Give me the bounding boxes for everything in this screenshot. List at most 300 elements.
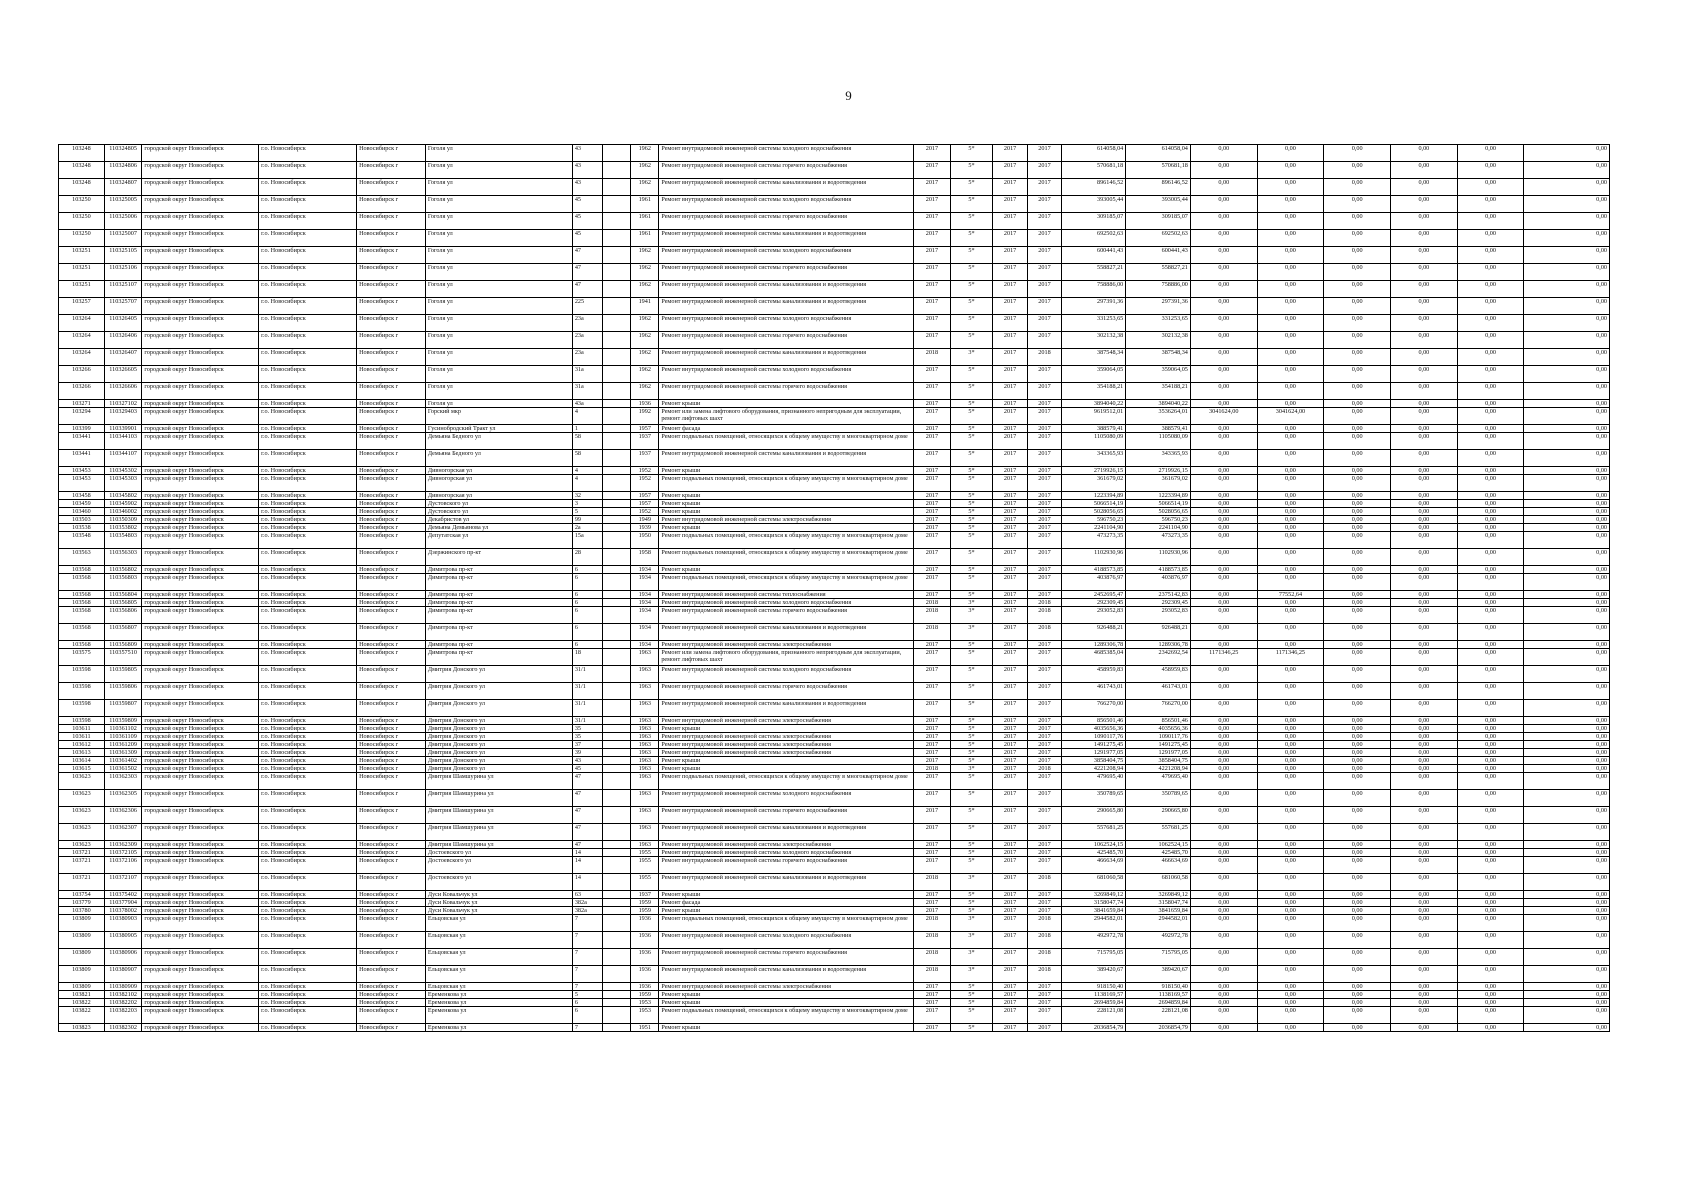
cell-urban-district: г.о. Новосибирск (259, 932, 357, 949)
cell-total-cost: 388579,41 (1061, 425, 1126, 433)
cell-start-year: 2017 (992, 400, 1027, 408)
cell-other-amount: 0,00 (1457, 549, 1524, 566)
cell-urban-district: г.о. Новосибирск (259, 907, 357, 915)
cell-build-year: 1955 (631, 874, 659, 891)
cell-object-id: 103459 (59, 500, 105, 508)
cell-municipality: городской округ Новосибирск (142, 213, 259, 230)
cell-plan-year: 2017 (913, 179, 951, 196)
cell-locality: Новосибирск г (357, 450, 426, 467)
cell-street: Дмитрия Шамшурина ул (425, 790, 572, 807)
cell-urban-district: г.о. Новосибирск (259, 824, 357, 841)
cell-build-year: 1963 (631, 749, 659, 757)
cell-urban-district: г.о. Новосибирск (259, 179, 357, 196)
cell-street: Еременкова ул (425, 1024, 572, 1032)
cell-end-year: 2017 (1028, 907, 1061, 915)
table-row (59, 315, 1610, 332)
cell-region-amount: 0,00 (1324, 757, 1391, 765)
cell-build-year: 1963 (631, 773, 659, 790)
cell-start-year: 2017 (992, 366, 1027, 383)
cell-reserve-amount: 0,00 (1524, 741, 1610, 749)
cell-start-year: 2017 (992, 666, 1027, 683)
cell-federal-amount: 0,00 (1257, 230, 1324, 247)
cell-work-type: Ремонт или замена лифтового оборудования, признанного непригодным для эксплуатации, ремонт лифтовых шахт (659, 408, 913, 425)
cell-municipality: городской округ Новосибирск (142, 264, 259, 281)
cell-build-year: 1937 (631, 891, 659, 899)
cell-build-year: 1962 (631, 349, 659, 366)
cell-end-year: 2017 (1028, 179, 1061, 196)
cell-house-number: 35 (572, 733, 602, 741)
cell-owners-amount: 0,00 (1190, 666, 1257, 683)
cell-house-number: 31/1 (572, 683, 602, 700)
cell-total-cost: 293052,83 (1061, 607, 1126, 624)
cell-building (603, 532, 631, 549)
cell-work-id: 110345303 (104, 475, 142, 492)
cell-municipality: городской округ Новосибирск (142, 298, 259, 315)
cell-building (603, 773, 631, 790)
cell-reserve-amount: 0,00 (1524, 230, 1610, 247)
cell-priority: 5* (951, 298, 993, 315)
cell-urban-district: г.о. Новосибирск (259, 281, 357, 298)
cell-federal-amount: 0,00 (1257, 807, 1324, 824)
table-row (59, 907, 1610, 915)
table-row (59, 532, 1610, 549)
cell-reserve-amount: 0,00 (1524, 733, 1610, 741)
cell-priority: 5* (951, 899, 993, 907)
cell-priority: 5* (951, 733, 993, 741)
cell-regional-fund-amount: 361679,02 (1126, 475, 1191, 492)
cell-street: Дивногорская ул (425, 492, 572, 500)
cell-street: Демьяна Бедного ул (425, 450, 572, 467)
cell-house-number: 14 (572, 849, 602, 857)
cell-total-cost: 343365,93 (1061, 450, 1126, 467)
cell-region-amount: 0,00 (1324, 725, 1391, 733)
cell-start-year: 2017 (992, 591, 1027, 599)
cell-municipality: городской округ Новосибирск (142, 757, 259, 765)
cell-owners-amount: 0,00 (1190, 733, 1257, 741)
cell-build-year: 1963 (631, 733, 659, 741)
cell-municipality: городской округ Новосибирск (142, 450, 259, 467)
cell-start-year: 2017 (992, 907, 1027, 915)
cell-total-cost: 5028056,65 (1061, 508, 1126, 516)
cell-priority: 5* (951, 425, 993, 433)
cell-work-id: 110324805 (104, 145, 142, 162)
cell-house-number: 7 (572, 915, 602, 932)
cell-regional-fund-amount: 425485,70 (1126, 849, 1191, 857)
cell-local-amount: 0,00 (1391, 683, 1458, 700)
cell-building (603, 549, 631, 566)
cell-plan-year: 2017 (913, 162, 951, 179)
cell-work-id: 110325005 (104, 196, 142, 213)
cell-object-id: 103598 (59, 717, 105, 725)
cell-locality: Новосибирск г (357, 899, 426, 907)
cell-owners-amount: 0,00 (1190, 566, 1257, 574)
cell-work-type: Ремонт внутридомовой инженерной системы холодного водоснабжения (659, 315, 913, 332)
cell-total-cost: 715795,05 (1061, 949, 1126, 966)
cell-region-amount: 0,00 (1324, 824, 1391, 841)
cell-build-year: 1962 (631, 383, 659, 400)
cell-house-number: 4 (572, 475, 602, 492)
cell-owners-amount: 0,00 (1190, 773, 1257, 790)
cell-municipality: городской округ Новосибирск (142, 949, 259, 966)
cell-work-type: Ремонт внутридомовой инженерной системы канализования и водоотведения (659, 349, 913, 366)
cell-end-year: 2017 (1028, 524, 1061, 532)
cell-work-type: Ремонт крыши (659, 999, 913, 1007)
cell-priority: 5* (951, 383, 993, 400)
cell-urban-district: г.о. Новосибирск (259, 500, 357, 508)
cell-total-cost: 302132,38 (1061, 332, 1126, 349)
table-row (59, 196, 1610, 213)
cell-street: Дмитрия Донского ул (425, 683, 572, 700)
cell-federal-amount: 0,00 (1257, 349, 1324, 366)
cell-regional-fund-amount: 228121,08 (1126, 1007, 1191, 1024)
cell-house-number: 39 (572, 749, 602, 757)
cell-work-type: Ремонт внутридомовой инженерной системы электроснабжения (659, 516, 913, 524)
cell-building (603, 824, 631, 841)
cell-work-type: Ремонт крыши (659, 467, 913, 475)
cell-end-year: 2018 (1028, 624, 1061, 641)
cell-priority: 5* (951, 857, 993, 874)
cell-regional-fund-amount: 331253,65 (1126, 315, 1191, 332)
cell-object-id: 103458 (59, 492, 105, 500)
cell-house-number: 23а (572, 315, 602, 332)
cell-regional-fund-amount: 758886,00 (1126, 281, 1191, 298)
cell-plan-year: 2018 (913, 607, 951, 624)
cell-street: Гоголя ул (425, 281, 572, 298)
cell-urban-district: г.о. Новосибирск (259, 574, 357, 591)
cell-local-amount: 0,00 (1391, 807, 1458, 824)
cell-total-cost: 290665,80 (1061, 807, 1126, 824)
cell-object-id: 103809 (59, 932, 105, 949)
cell-federal-amount: 0,00 (1257, 492, 1324, 500)
cell-object-id: 103822 (59, 1007, 105, 1024)
cell-building (603, 733, 631, 741)
cell-regional-fund-amount: 558827,21 (1126, 264, 1191, 281)
cell-end-year: 2017 (1028, 475, 1061, 492)
cell-object-id: 103460 (59, 508, 105, 516)
cell-locality: Новосибирск г (357, 145, 426, 162)
cell-other-amount: 0,00 (1457, 641, 1524, 649)
cell-owners-amount: 0,00 (1190, 196, 1257, 213)
cell-locality: Новосибирск г (357, 366, 426, 383)
cell-urban-district: г.о. Новосибирск (259, 492, 357, 500)
cell-end-year: 2017 (1028, 641, 1061, 649)
cell-locality: Новосибирск г (357, 425, 426, 433)
cell-work-id: 110362309 (104, 841, 142, 849)
cell-plan-year: 2017 (913, 425, 951, 433)
cell-object-id: 103250 (59, 196, 105, 213)
cell-total-cost: 3894040,22 (1061, 400, 1126, 408)
cell-urban-district: г.о. Новосибирск (259, 841, 357, 849)
cell-work-id: 110380905 (104, 932, 142, 949)
cell-local-amount: 0,00 (1391, 450, 1458, 467)
cell-federal-amount: 0,00 (1257, 765, 1324, 773)
cell-work-id: 110361309 (104, 749, 142, 757)
cell-work-id: 110372106 (104, 857, 142, 874)
cell-owners-amount: 0,00 (1190, 332, 1257, 349)
cell-end-year: 2017 (1028, 899, 1061, 907)
cell-reserve-amount: 0,00 (1524, 949, 1610, 966)
cell-street: Гоголя ул (425, 366, 572, 383)
cell-priority: 5* (951, 790, 993, 807)
cell-region-amount: 0,00 (1324, 874, 1391, 891)
cell-plan-year: 2017 (913, 999, 951, 1007)
cell-federal-amount: 0,00 (1257, 899, 1324, 907)
cell-local-amount: 0,00 (1391, 907, 1458, 915)
cell-work-id: 110377904 (104, 899, 142, 907)
cell-municipality: городской округ Новосибирск (142, 915, 259, 932)
cell-building (603, 408, 631, 425)
cell-priority: 5* (951, 1024, 993, 1032)
cell-federal-amount: 0,00 (1257, 162, 1324, 179)
cell-regional-fund-amount: 2694859,84 (1126, 999, 1191, 1007)
cell-build-year: 1962 (631, 281, 659, 298)
cell-start-year: 2017 (992, 999, 1027, 1007)
cell-start-year: 2017 (992, 196, 1027, 213)
cell-plan-year: 2017 (913, 683, 951, 700)
cell-urban-district: г.о. Новосибирск (259, 874, 357, 891)
cell-street: Еременкова ул (425, 999, 572, 1007)
cell-building (603, 400, 631, 408)
cell-priority: 3* (951, 349, 993, 366)
cell-urban-district: г.о. Новосибирск (259, 949, 357, 966)
cell-build-year: 1963 (631, 683, 659, 700)
cell-start-year: 2017 (992, 349, 1027, 366)
cell-locality: Новосибирск г (357, 949, 426, 966)
cell-federal-amount: 0,00 (1257, 400, 1324, 408)
cell-regional-fund-amount: 466634,69 (1126, 857, 1191, 874)
cell-reserve-amount: 0,00 (1524, 475, 1610, 492)
cell-priority: 5* (951, 213, 993, 230)
cell-other-amount: 0,00 (1457, 683, 1524, 700)
cell-owners-amount: 0,00 (1190, 907, 1257, 915)
cell-locality: Новосибирск г (357, 757, 426, 765)
cell-municipality: городской округ Новосибирск (142, 733, 259, 741)
cell-total-cost: 1090117,76 (1061, 733, 1126, 741)
cell-house-number: 47 (572, 247, 602, 264)
cell-owners-amount: 0,00 (1190, 298, 1257, 315)
cell-total-cost: 758886,00 (1061, 281, 1126, 298)
cell-build-year: 1957 (631, 425, 659, 433)
cell-building (603, 524, 631, 532)
cell-priority: 5* (951, 807, 993, 824)
cell-house-number: 31а (572, 383, 602, 400)
cell-total-cost: 5066514,19 (1061, 500, 1126, 508)
cell-build-year: 1936 (631, 966, 659, 983)
cell-urban-district: г.о. Новосибирск (259, 298, 357, 315)
cell-regional-fund-amount: 2342692,54 (1126, 649, 1191, 666)
cell-work-type: Ремонт фасада (659, 425, 913, 433)
cell-local-amount: 0,00 (1391, 874, 1458, 891)
cell-start-year: 2017 (992, 281, 1027, 298)
cell-plan-year: 2018 (913, 915, 951, 932)
cell-local-amount: 0,00 (1391, 349, 1458, 366)
table-row (59, 624, 1610, 641)
cell-object-id: 103575 (59, 649, 105, 666)
cell-total-cost: 4685385,04 (1061, 649, 1126, 666)
cell-other-amount: 0,00 (1457, 991, 1524, 999)
cell-object-id: 103822 (59, 999, 105, 1007)
cell-building (603, 566, 631, 574)
cell-region-amount: 0,00 (1324, 932, 1391, 949)
cell-building (603, 366, 631, 383)
cell-build-year: 1934 (631, 599, 659, 607)
cell-work-id: 110325007 (104, 230, 142, 247)
cell-street: Дмитрия Шамшурина ул (425, 773, 572, 790)
cell-priority: 5* (951, 741, 993, 749)
cell-regional-fund-amount: 1105080,09 (1126, 433, 1191, 450)
cell-region-amount: 0,00 (1324, 425, 1391, 433)
cell-plan-year: 2017 (913, 983, 951, 991)
cell-municipality: городской округ Новосибирск (142, 425, 259, 433)
cell-regional-fund-amount: 354188,21 (1126, 383, 1191, 400)
cell-building (603, 749, 631, 757)
cell-end-year: 2018 (1028, 966, 1061, 983)
cell-local-amount: 0,00 (1391, 400, 1458, 408)
cell-start-year: 2017 (992, 179, 1027, 196)
cell-total-cost: 479695,40 (1061, 773, 1126, 790)
cell-owners-amount: 0,00 (1190, 999, 1257, 1007)
cell-municipality: городской округ Новосибирск (142, 475, 259, 492)
cell-end-year: 2017 (1028, 425, 1061, 433)
cell-urban-district: г.о. Новосибирск (259, 516, 357, 524)
cell-locality: Новосибирск г (357, 641, 426, 649)
cell-priority: 5* (951, 179, 993, 196)
cell-work-type: Ремонт крыши (659, 991, 913, 999)
cell-locality: Новосибирск г (357, 717, 426, 725)
cell-municipality: городской округ Новосибирск (142, 383, 259, 400)
cell-work-type: Ремонт крыши (659, 508, 913, 516)
cell-street: Дзержинского пр-кт (425, 549, 572, 566)
cell-priority: 5* (951, 725, 993, 733)
cell-building (603, 966, 631, 983)
cell-plan-year: 2017 (913, 899, 951, 907)
cell-priority: 5* (951, 524, 993, 532)
cell-building (603, 383, 631, 400)
cell-work-type: Ремонт крыши (659, 400, 913, 408)
cell-urban-district: г.о. Новосибирск (259, 649, 357, 666)
cell-building (603, 433, 631, 450)
cell-building (603, 725, 631, 733)
cell-municipality: городской округ Новосибирск (142, 492, 259, 500)
cell-local-amount: 0,00 (1391, 247, 1458, 264)
cell-locality: Новосибирск г (357, 591, 426, 599)
cell-regional-fund-amount: 2719926,15 (1126, 467, 1191, 475)
cell-local-amount: 0,00 (1391, 849, 1458, 857)
cell-work-type: Ремонт внутридомовой инженерной системы горячего водоснабжения (659, 683, 913, 700)
cell-locality: Новосибирск г (357, 500, 426, 508)
cell-region-amount: 0,00 (1324, 179, 1391, 196)
cell-region-amount: 0,00 (1324, 349, 1391, 366)
cell-building (603, 230, 631, 247)
cell-house-number: 32 (572, 492, 602, 500)
cell-owners-amount: 0,00 (1190, 516, 1257, 524)
table-row (59, 400, 1610, 408)
cell-start-year: 2017 (992, 145, 1027, 162)
cell-regional-fund-amount: 1491275,45 (1126, 741, 1191, 749)
cell-building (603, 874, 631, 891)
cell-house-number: 15а (572, 532, 602, 549)
cell-work-type: Ремонт внутридомовой инженерной системы электроснабжения (659, 741, 913, 749)
cell-priority: 5* (951, 408, 993, 425)
cell-municipality: городской округ Новосибирск (142, 400, 259, 408)
cell-start-year: 2017 (992, 757, 1027, 765)
cell-plan-year: 2017 (913, 666, 951, 683)
table-row (59, 999, 1610, 1007)
cell-locality: Новосибирск г (357, 773, 426, 790)
cell-locality: Новосибирск г (357, 475, 426, 492)
cell-end-year: 2017 (1028, 983, 1061, 991)
cell-object-id: 103779 (59, 899, 105, 907)
cell-other-amount: 0,00 (1457, 607, 1524, 624)
cell-local-amount: 0,00 (1391, 641, 1458, 649)
cell-start-year: 2017 (992, 773, 1027, 790)
cell-other-amount: 0,00 (1457, 857, 1524, 874)
cell-object-id: 103248 (59, 179, 105, 196)
cell-building (603, 425, 631, 433)
cell-municipality: городской округ Новосибирск (142, 247, 259, 264)
cell-reserve-amount: 0,00 (1524, 607, 1610, 624)
cell-reserve-amount: 0,00 (1524, 849, 1610, 857)
table-row (59, 849, 1610, 857)
cell-region-amount: 0,00 (1324, 666, 1391, 683)
cell-house-number: 23а (572, 349, 602, 366)
cell-total-cost: 1491275,45 (1061, 741, 1126, 749)
cell-other-amount: 0,00 (1457, 1007, 1524, 1024)
cell-house-number: 7 (572, 966, 602, 983)
cell-municipality: городской округ Новосибирск (142, 891, 259, 899)
cell-object-id: 103613 (59, 749, 105, 757)
cell-build-year: 1937 (631, 450, 659, 467)
cell-municipality: городской округ Новосибирск (142, 607, 259, 624)
cell-other-amount: 0,00 (1457, 179, 1524, 196)
cell-object-id: 103264 (59, 332, 105, 349)
cell-build-year: 1962 (631, 264, 659, 281)
cell-federal-amount: 0,00 (1257, 874, 1324, 891)
cell-local-amount: 0,00 (1391, 408, 1458, 425)
cell-street: Дмитрия Донского ул (425, 725, 572, 733)
cell-regional-fund-amount: 918150,40 (1126, 983, 1191, 991)
cell-regional-fund-amount: 393005,44 (1126, 196, 1191, 213)
cell-object-id: 103809 (59, 915, 105, 932)
cell-building (603, 849, 631, 857)
cell-reserve-amount: 0,00 (1524, 1007, 1610, 1024)
cell-priority: 5* (951, 516, 993, 524)
cell-plan-year: 2018 (913, 349, 951, 366)
cell-work-id: 110359806 (104, 683, 142, 700)
cell-building (603, 899, 631, 907)
cell-building (603, 683, 631, 700)
cell-owners-amount: 0,00 (1190, 683, 1257, 700)
cell-federal-amount: 0,00 (1257, 700, 1324, 717)
cell-federal-amount: 0,00 (1257, 991, 1324, 999)
cell-work-id: 110375402 (104, 891, 142, 899)
cell-work-type: Ремонт внутридомовой инженерной системы канализования и водоотведения (659, 874, 913, 891)
table-row (59, 366, 1610, 383)
cell-priority: 3* (951, 949, 993, 966)
cell-work-type: Ремонт крыши (659, 492, 913, 500)
cell-building (603, 1007, 631, 1024)
cell-street: Депутатская ул (425, 532, 572, 549)
cell-building (603, 196, 631, 213)
cell-end-year: 2017 (1028, 649, 1061, 666)
cell-build-year: 1963 (631, 717, 659, 725)
cell-plan-year: 2017 (913, 717, 951, 725)
cell-work-id: 110350309 (104, 516, 142, 524)
cell-locality: Новосибирск г (357, 966, 426, 983)
cell-other-amount: 0,00 (1457, 433, 1524, 450)
cell-federal-amount: 0,00 (1257, 450, 1324, 467)
cell-street: Декабристов ул (425, 516, 572, 524)
